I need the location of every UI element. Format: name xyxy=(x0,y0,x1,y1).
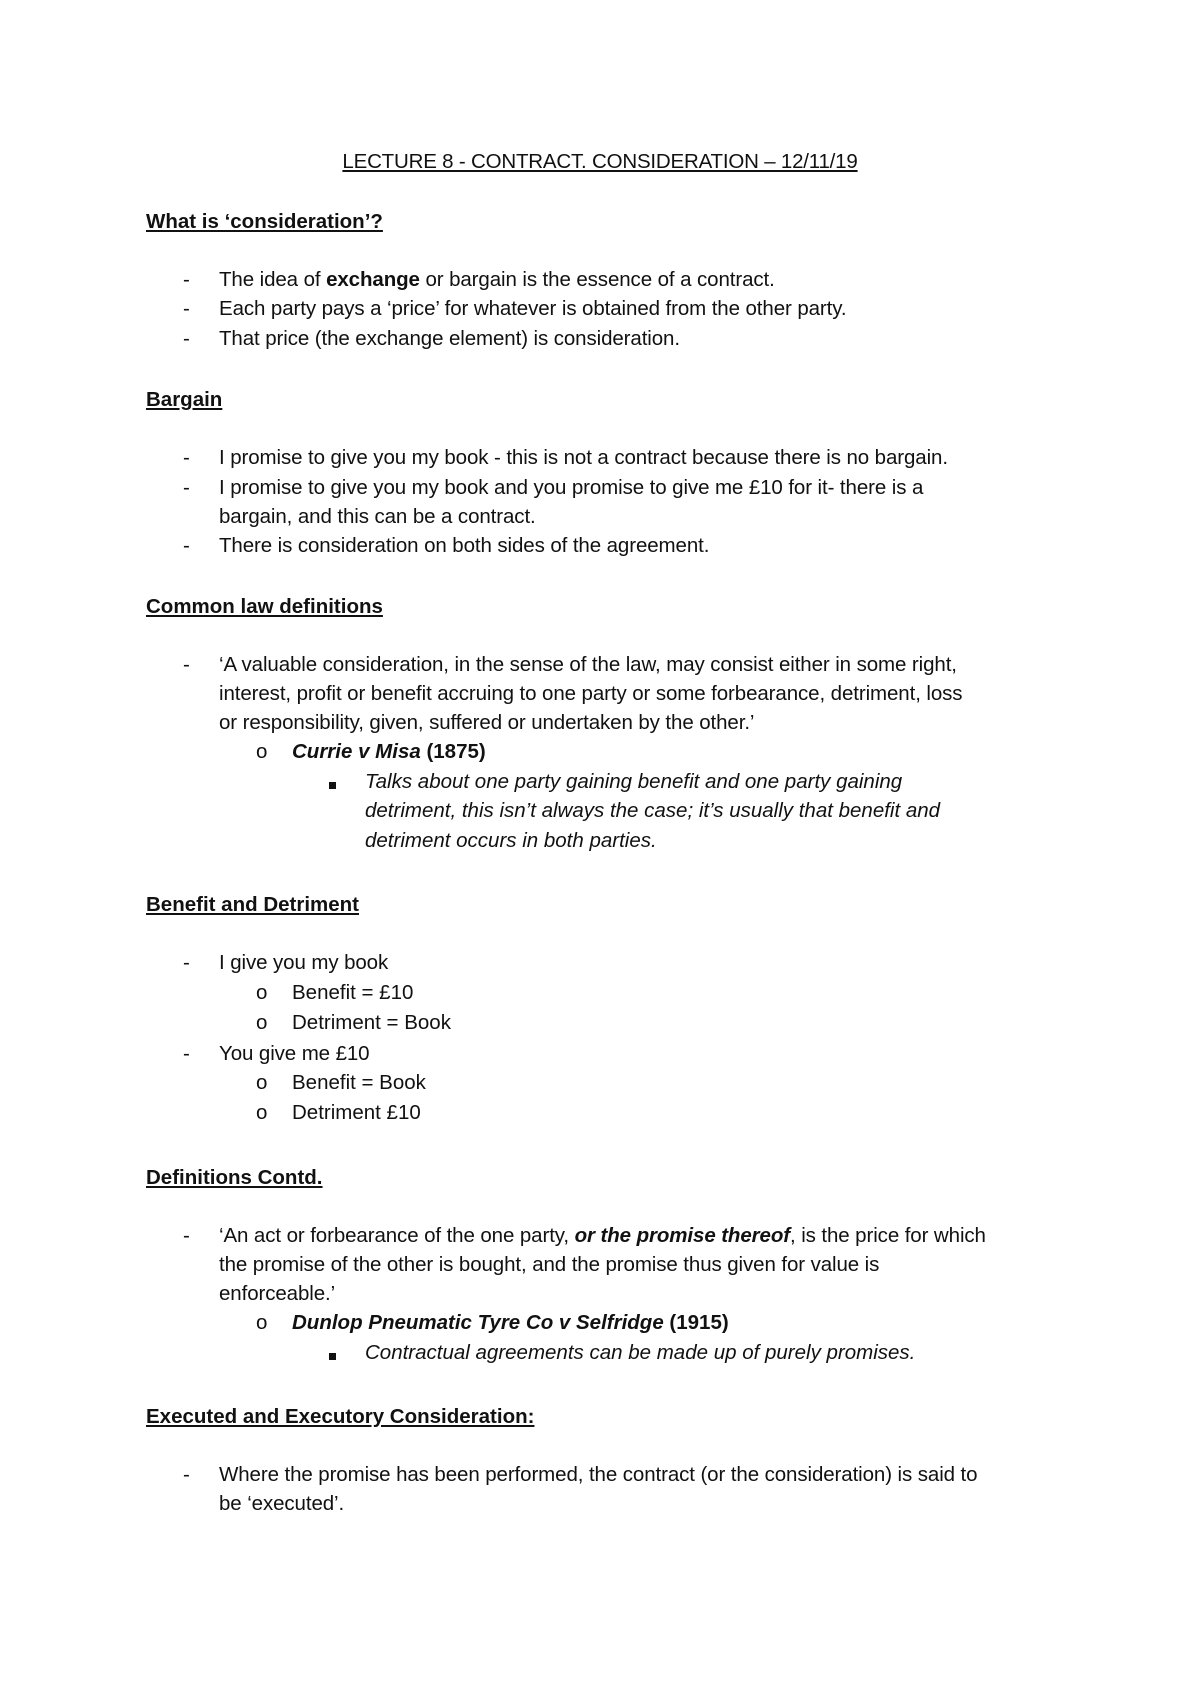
square-bullet xyxy=(329,782,336,789)
section-heading-definitions-contd: Definitions Contd. xyxy=(146,1166,323,1189)
dash-bullet: - xyxy=(183,1224,190,1247)
section-heading-consideration: What is ‘consideration’? xyxy=(146,210,383,233)
circle-bullet: o xyxy=(256,1101,268,1124)
sub-item: Benefit = £10 xyxy=(292,981,414,1004)
quote-line: the promise of the other is bought, and the promise thus given for value is xyxy=(219,1253,880,1276)
sub-item: Benefit = Book xyxy=(292,1071,426,1094)
case-citation: Dunlop Pneumatic Tyre Co v Selfridge (1915) xyxy=(292,1311,729,1334)
quote-line: ‘An act or forbearance of the one party, or the promise thereof, is the price for which xyxy=(219,1224,986,1247)
list-item: Where the promise has been performed, the contract (or the consideration) is said to xyxy=(219,1463,978,1486)
list-item: You give me £10 xyxy=(219,1042,370,1065)
case-citation: Currie v Misa (1875) xyxy=(292,740,486,763)
list-item: Each party pays a ‘price’ for whatever is obtained from the other party. xyxy=(219,297,847,320)
list-item-continuation: bargain, and this can be a contract. xyxy=(219,505,536,528)
dash-bullet: - xyxy=(183,268,190,291)
dash-bullet: - xyxy=(183,297,190,320)
circle-bullet: o xyxy=(256,1311,268,1334)
dash-bullet: - xyxy=(183,534,190,557)
dash-bullet: - xyxy=(183,951,190,974)
list-item: I promise to give you my book - this is not a contract because there is no bargain. xyxy=(219,446,948,469)
page-title: LECTURE 8 - CONTRACT. CONSIDERATION – 12/11/19 xyxy=(342,150,858,173)
quote-line: enforceable.’ xyxy=(219,1282,336,1305)
dash-bullet: - xyxy=(183,476,190,499)
list-item-continuation: be ‘executed’. xyxy=(219,1492,345,1515)
dash-bullet: - xyxy=(183,446,190,469)
dash-bullet: - xyxy=(183,1463,190,1486)
dash-bullet: - xyxy=(183,327,190,350)
section-heading-benefit: Benefit and Detriment xyxy=(146,893,359,916)
circle-bullet: o xyxy=(256,740,268,763)
list-item: That price (the exchange element) is consideration. xyxy=(219,327,680,350)
case-note-line: detriment occurs in both parties. xyxy=(365,829,657,852)
list-item: There is consideration on both sides of the agreement. xyxy=(219,534,710,557)
quote-line: ‘A valuable consideration, in the sense of the law, may consist either in some right, xyxy=(219,653,957,676)
dash-bullet: - xyxy=(183,653,190,676)
sub-item: Detriment £10 xyxy=(292,1101,421,1124)
circle-bullet: o xyxy=(256,981,268,1004)
list-item: I promise to give you my book and you promise to give me £10 for it- there is a xyxy=(219,476,924,499)
dash-bullet: - xyxy=(183,1042,190,1065)
case-note-line: Talks about one party gaining benefit and one party gaining xyxy=(365,770,903,793)
quote-line: or responsibility, given, suffered or undertaken by the other.’ xyxy=(219,711,755,734)
section-heading-executed: Executed and Executory Consideration: xyxy=(146,1405,535,1428)
square-bullet xyxy=(329,1353,336,1360)
circle-bullet: o xyxy=(256,1071,268,1094)
list-item: I give you my book xyxy=(219,951,389,974)
circle-bullet: o xyxy=(256,1011,268,1034)
sub-item: Detriment = Book xyxy=(292,1011,451,1034)
case-note-line: Contractual agreements can be made up of purely promises. xyxy=(365,1341,916,1364)
case-note-line: detriment, this isn’t always the case; it’s usually that benefit and xyxy=(365,799,941,822)
quote-line: interest, profit or benefit accruing to one party or some forbearance, detriment, loss xyxy=(219,682,963,705)
list-item: The idea of exchange or bargain is the essence of a contract. xyxy=(219,268,775,291)
section-heading-bargain: Bargain xyxy=(146,388,223,411)
section-heading-common-law: Common law definitions xyxy=(146,595,383,618)
